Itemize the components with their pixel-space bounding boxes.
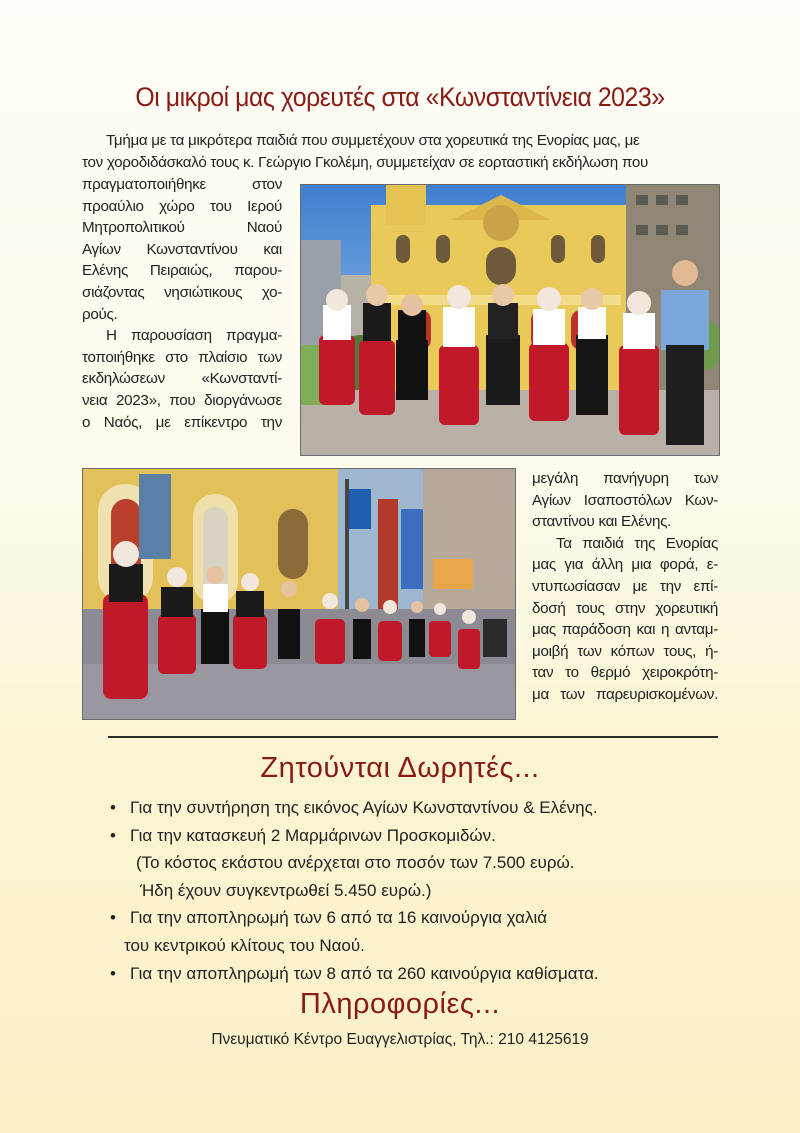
left-line-end: ρούς. <box>82 305 118 323</box>
list-item-text: Για την αποπληρωμή των 6 από τα 16 καινούργια χαλιά <box>130 908 548 928</box>
right-line: ντυπωσίασαν με την επί- <box>532 577 718 595</box>
list-item-text: Για την συντήρηση της εικόνος Αγίων Κωνσταντίνου & Ελένης. <box>130 798 598 817</box>
right-line: Τα παιδιά της Ενορίας <box>556 534 718 552</box>
collected-note: Ήδη έχουν συγκεντρωθεί 5.450 ευρώ.) <box>140 880 432 900</box>
carpet-note: του κεντρικού κλίτους του Ναού. <box>124 935 365 955</box>
contact-info: Πνευματικό Κέντρο Ευαγγελιστρίας, Τηλ.: 210 4125619 <box>211 1031 589 1048</box>
article-intro <box>82 130 718 173</box>
list-item <box>110 822 750 850</box>
photo-children-at-church <box>300 184 720 456</box>
photo-children-at-church-image <box>301 185 719 455</box>
list-item <box>110 960 750 988</box>
photo-children-dancing <box>82 468 516 720</box>
left-column-text <box>82 174 282 433</box>
right-line: μεγάλη πανήγυρη των <box>532 470 718 487</box>
cost-note: (Το κόστος εκάστου ανέρχεται στο ποσόν των 7.500 ευρώ. <box>136 853 575 873</box>
donors-heading: Ζητούνται Δωρητές... <box>260 752 540 784</box>
intro-line-2: τον χοροδιδάσκαλό τους κ. Γεώργιο Γκολέμη, συμμετείχαν σε εορταστική εκδήλωση που <box>82 153 648 171</box>
bullet-icon: • <box>110 825 116 845</box>
right-line: μας παράδοση και η ανταμ- <box>532 621 718 639</box>
photo-children-dancing-image <box>83 469 515 719</box>
bullet-icon: • <box>110 798 116 817</box>
list-item-text: Για την κατασκευή 2 Μαρμάρινων Προσκομιδών. <box>130 825 496 845</box>
right-line: μα των παρευρισκομένων. <box>532 685 718 703</box>
left-line: ο Ναός, με επίκεντρο την <box>82 413 282 431</box>
right-line-end: σταντίνου και Ελένης. <box>532 513 672 531</box>
section-divider <box>108 736 718 738</box>
article-title: Οι μικροί μας χορευτές στα «Κωνσταντίνεια 2023» <box>135 82 665 112</box>
left-line: Ελένης Πειραιώς, παρου- <box>82 262 282 280</box>
bullet-icon: • <box>110 963 116 983</box>
donors-list <box>110 794 750 987</box>
list-item-text: Για την αποπληρωμή των 8 από τα 260 καινούργια καθίσματα. <box>130 963 599 983</box>
left-line: εκδηλώσεων «Κωνσταντί- <box>82 370 282 388</box>
list-item <box>110 904 750 932</box>
right-line: μας για άλλη μια φορά, ε- <box>532 556 718 574</box>
right-line: δοσή τους στην χορευτική <box>532 599 718 617</box>
right-line: μοιβή των κόπων τους, ή- <box>532 642 718 660</box>
list-item <box>110 794 750 822</box>
left-line: τοποιήθηκε στο πλαίσιο των <box>82 348 282 366</box>
left-line: πραγματοποιήθηκε στον <box>82 176 282 193</box>
left-line: σιάζοντας νησιώτικους χο- <box>82 283 282 301</box>
left-line: Η παρουσίαση πραγμα- <box>106 327 282 345</box>
right-column-text <box>532 468 718 706</box>
left-line: νεια 2023», που διοργάνωσε <box>82 391 282 409</box>
left-line: Αγίων Κωνσταντίνου και <box>82 240 282 258</box>
left-line: Μητροπολιτικού Ναού <box>82 219 282 237</box>
info-heading: Πληροφορίες... <box>299 988 501 1020</box>
intro-line-1: Τμήμα με τα μικρότερα παιδιά που συμμετέχουν στα χορευτικά της Ενορίας μας, με <box>106 132 640 149</box>
right-line: ταν το θερμό χειροκρότη- <box>532 664 718 682</box>
right-line: Αγίων Ισαποστόλων Κων- <box>532 491 718 509</box>
left-line: προαύλιο χώρο του Ιερού <box>82 197 282 215</box>
bullet-icon: • <box>110 908 116 928</box>
